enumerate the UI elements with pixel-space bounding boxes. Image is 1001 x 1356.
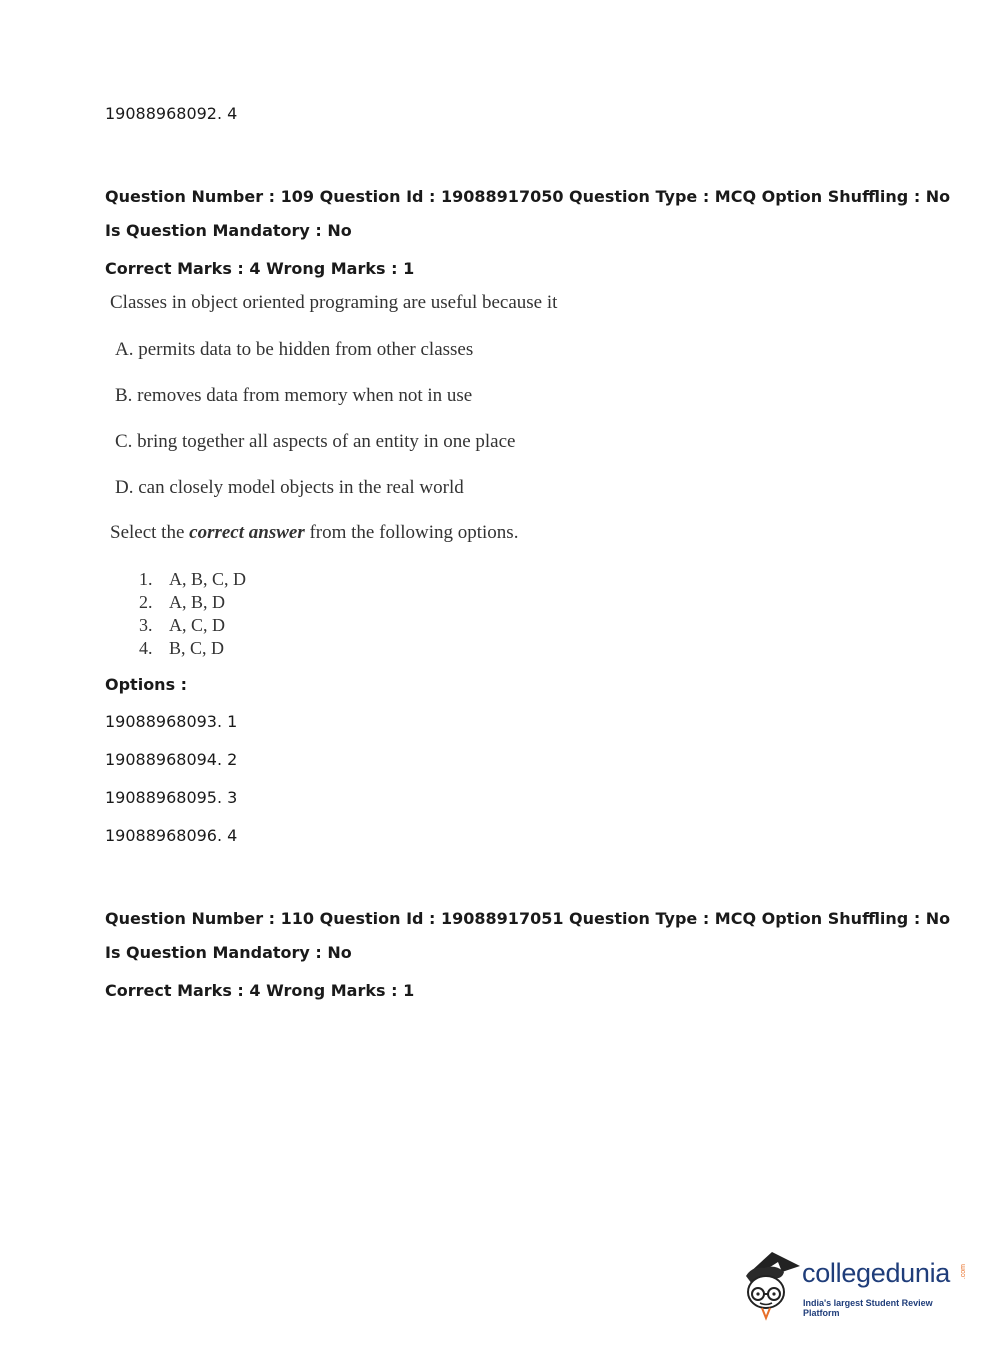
previous-option: 19088968092. 4 bbox=[105, 104, 238, 123]
q109-header: Question Number : 109 Question Id : 19088917050 Question Type : MCQ Option Shuffling : No bbox=[105, 187, 951, 206]
q110-header: Question Number : 110 Question Id : 19088917051 Question Type : MCQ Option Shuffling : No bbox=[105, 909, 951, 928]
mascot-icon bbox=[742, 1250, 804, 1322]
q109-stem: Classes in object oriented programing are useful because it bbox=[110, 292, 558, 313]
q109-option-1: 19088968093. 1 bbox=[105, 712, 238, 731]
q109-choice-1: 1. A, B, C, D bbox=[139, 569, 247, 589]
q109-statement-d: D. can closely model objects in the real world bbox=[115, 477, 464, 498]
logo-tagline: India's largest Student Review Platform bbox=[803, 1298, 933, 1318]
q109-options-label: Options : bbox=[105, 675, 188, 694]
q109-choice-3: 3. A, C, D bbox=[139, 615, 226, 635]
q109-option-4: 19088968096. 4 bbox=[105, 826, 238, 845]
q109-choice-2: 2. A, B, D bbox=[139, 592, 226, 612]
q109-statement-c: C. bring together all aspects of an entity in one place bbox=[115, 431, 516, 452]
q109-option-3: 19088968095. 3 bbox=[105, 788, 238, 807]
q109-statement-b: B. removes data from memory when not in use bbox=[115, 385, 473, 406]
instruction-emphasis: correct answer bbox=[189, 522, 305, 543]
q109-statement-a: A. permits data to be hidden from other classes bbox=[115, 339, 474, 360]
q110-mandatory: Is Question Mandatory : No bbox=[105, 943, 352, 962]
q109-choice-4: 4. B, C, D bbox=[139, 638, 225, 658]
q109-mandatory: Is Question Mandatory : No bbox=[105, 221, 352, 240]
logo-dotcom: .com bbox=[960, 1264, 967, 1280]
q109-marks: Correct Marks : 4 Wrong Marks : 1 bbox=[105, 259, 415, 278]
q110-marks: Correct Marks : 4 Wrong Marks : 1 bbox=[105, 981, 415, 1000]
q109-instruction: Select the correct answer from the following options. bbox=[110, 522, 519, 543]
logo-name: collegedunia bbox=[802, 1258, 951, 1288]
q109-option-2: 19088968094. 2 bbox=[105, 750, 238, 769]
collegedunia-logo bbox=[742, 1250, 968, 1322]
